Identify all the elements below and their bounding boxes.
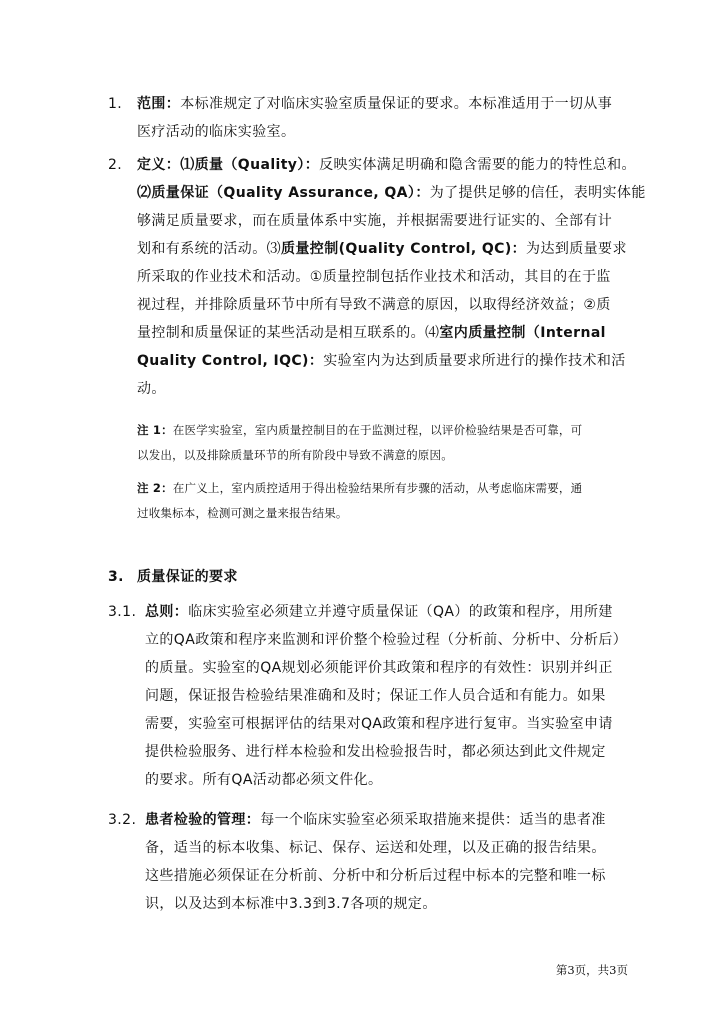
qc-definition-2: 所采取的作业技术和活动。①质量控制包括作业技术和活动，其目的在于监 (137, 269, 611, 285)
section-3-1-text-3: 的质量。实验室的QA规划必须能评价其政策和程序的有效性：识别并纠正 (145, 660, 613, 676)
section-1-label: 范围： (137, 96, 181, 112)
section-2-line-8 (137, 353, 626, 369)
qc-term: 质量控制(Quality Control, QC)： (281, 241, 527, 257)
section-2-line-2 (137, 185, 646, 201)
qc-definition-1: 为达到质量要求 (526, 241, 627, 257)
note-1-line-1 (137, 422, 582, 438)
note-2-text-2: 过收集标本，检测可测之量来报告结果。 (137, 506, 348, 520)
section-2-number: 2. (108, 157, 123, 173)
section-3-2-number: 3.2. (108, 812, 137, 828)
page-number-footer: 第3页，共3页 (555, 963, 628, 977)
quality-definition: 反映实体满足明确和隐含需要的能力的特性总和。 (319, 157, 636, 173)
note-1-text-1: 在医学实验室，室内质量控制目的在于监测过程，以评价检验结果是否可靠，可 (172, 423, 583, 437)
note-1-label: 注 1： (137, 423, 173, 437)
qa-definition-2: 够满足质量要求，而在质量体系中实施，并根据需要进行证实的、全部有计 (137, 213, 613, 229)
section-2-line-7 (137, 325, 606, 341)
iqc-definition-1: 实验室内为达到质量要求所进行的操作技术和活 (323, 353, 626, 369)
section-3-1-text-7: 的要求。所有QA活动都必须文件化。 (145, 772, 383, 788)
iqc-term: 室内质量控制（Internal (439, 325, 606, 341)
section-3-1-label: 总则： (145, 604, 189, 620)
section-3-2-label: 患者检验的管理： (145, 812, 261, 828)
iqc-definition-2: 动。 (137, 381, 166, 397)
section-3-1-text-4: 问题，保证报告检验结果准确和及时；保证工作人员合适和有能力。如果 (145, 688, 606, 704)
iqc-term-continued: Quality Control, IQC)： (137, 353, 324, 369)
section-3-1-number: 3.1. (108, 604, 137, 620)
section-1-text-1: 本标准规定了对临床实验室质量保证的要求。本标准适用于一切从事 (180, 96, 613, 112)
note-2-line-1 (137, 480, 582, 496)
note-1-text-2: 以发出，以及排除质量环节的所有阶段中导致不满意的原因。 (137, 448, 453, 462)
quality-term: ⑴质量（Quality）： (180, 157, 320, 173)
note-2-label: 注 2： (137, 481, 173, 495)
qa-definition-3: 划和有系统的活动。⑶ (137, 241, 281, 257)
qa-term: ⑵质量保证（Quality Assurance, QA）： (137, 185, 430, 201)
qc-definition-3: 视过程，并排除质量环节中所有导致不满意的原因，以取得经济效益；②质 (137, 297, 611, 313)
section-3-1-text-5: 需要，实验室可根据评估的结果对QA政策和程序进行复审。当实验室申请 (145, 716, 613, 732)
section-3-title: 质量保证的要求 (137, 569, 238, 585)
section-3-1-text-1: 临床实验室必须建立并遵守质量保证（QA）的政策和程序，用所建 (188, 604, 613, 620)
qa-definition-1: 为了提供足够的信任，表明实体能 (429, 185, 646, 201)
section-2-line-4 (137, 241, 627, 257)
section-3-2-text-2: 备，适当的标本收集、标记、保存、运送和处理，以及正确的报告结果。 (145, 840, 606, 856)
section-3-2-text-1: 每一个临床实验室必须采取措施来提供：适当的患者准 (260, 812, 606, 828)
section-3-1-text-6: 提供检验服务、进行样本检验和发出检验报告时，都必须达到此文件规定 (145, 744, 606, 760)
section-3-number: 3. (108, 569, 124, 585)
section-3-2-text-3: 这些措施必须保证在分析前、分析中和分析后过程中标本的完整和唯一标 (145, 868, 606, 884)
qc-definition-4: 量控制和质量保证的某些活动是相互联系的。⑷ (137, 325, 440, 341)
note-2-text-1: 在广义上，室内质控适用于得出检验结果所有步骤的活动，从考虑临床需要，通 (172, 481, 583, 495)
section-3-2-text-4: 识，以及达到本标准中3.3到3.7各项的规定。 (145, 896, 437, 912)
section-1-text-2: 医疗活动的临床实验室。 (137, 124, 296, 140)
section-1-number: 1. (108, 96, 123, 112)
section-3-1-text-2: 立的QA政策和程序来监测和评价整个检验过程（分析前、分析中、分析后） (145, 632, 628, 648)
definition-label: 定义： (137, 157, 181, 173)
